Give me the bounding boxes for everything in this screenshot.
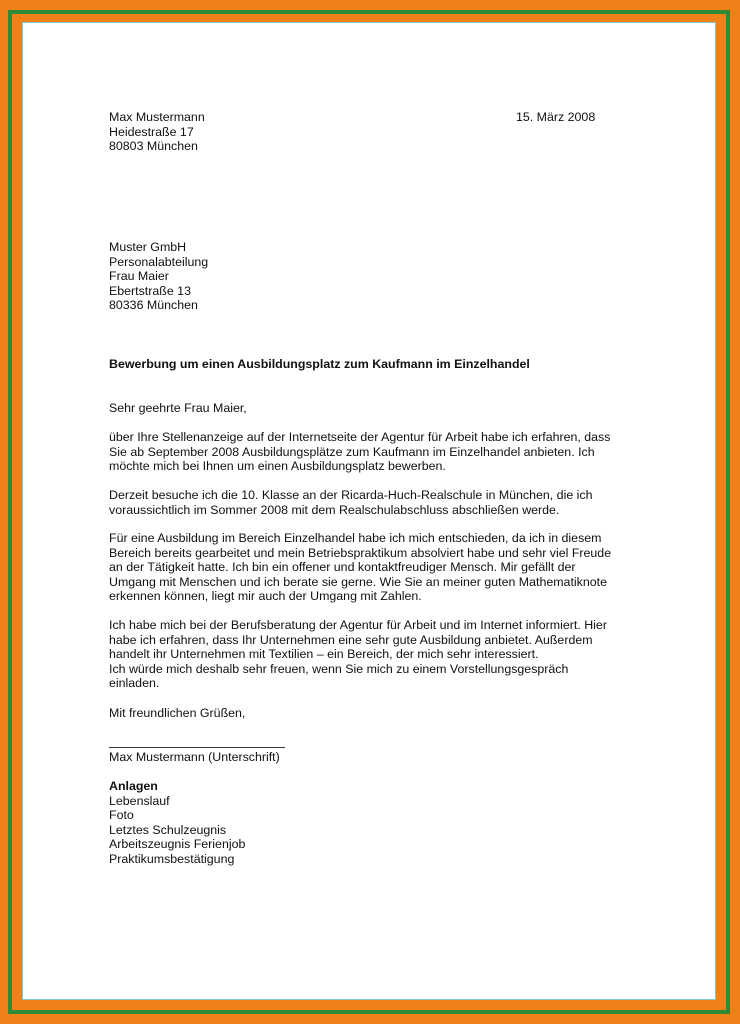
body-paragraph-2: Derzeit besuche ich die 10. Klasse an der Ricarda-Huch-Realschule in München, die ich voraussichtlich im Sommer 2008 mit dem Realschulabschluss abschließen werde. — [109, 488, 593, 517]
signature-name: Max Mustermann (Unterschrift) — [109, 750, 280, 764]
attachment-item: Arbeitszeugnis Ferienjob — [109, 837, 246, 852]
attachment-item: Lebenslauf — [109, 793, 170, 808]
recipient-street: Ebertstraße 13 — [109, 283, 191, 298]
letter-date: 15. März 2008 — [516, 110, 596, 124]
attachment-item: Foto — [109, 808, 134, 823]
body-paragraph-3: Für eine Ausbildung im Bereich Einzelhandel habe ich mich entschieden, da ich in diesem Bereich bereits gearbeitet und mein Betriebspraktikum absolviert habe und sehr viel Freude an der Tätigkeit hatte. Ich bin ein offener und kontaktfreudiger Mensch. Mir gefällt der Umgang mit Menschen und ich berate sie gerne. Wie Sie an meiner guten Mathematiknote erkennen können, liegt mir auch der Umgang mit Zahlen. — [109, 531, 612, 604]
recipient-city: 80336 München — [109, 298, 198, 313]
recipient-contact: Frau Maier — [109, 269, 169, 284]
signature-line — [109, 747, 285, 748]
letter-page — [22, 22, 716, 1000]
body-paragraph-1: über Ihre Stellenanzeige auf der Internetseite der Agentur für Arbeit habe ich erfahren, dass Sie ab September 2008 Ausbildungsplätze zum Kaufmann im Einzelhandel anbieten. Ich möchte mich bei Ihnen um einen Ausbildungsplatz bewerben. — [109, 430, 611, 474]
recipient-department: Personalabteilung — [109, 254, 209, 269]
letter-subject: Bewerbung um einen Ausbildungsplatz zum Kaufmann im Einzelhandel — [109, 357, 530, 371]
sender-city: 80803 München — [109, 139, 198, 154]
sender-name: Max Mustermann — [109, 110, 205, 124]
attachment-item: Letztes Schulzeugnis — [109, 822, 227, 837]
recipient-company: Muster GmbH — [109, 240, 187, 254]
attachments-heading: Anlagen — [109, 779, 158, 793]
body-paragraph-4: Ich habe mich bei der Berufsberatung der Agentur für Arbeit und im Internet informiert. Hier habe ich erfahren, dass Ihr Unternehmen eine sehr gute Ausbildung anbietet. Außerdem handelt ihr Unternehmen mit Textilien – ein Bereich, der mich sehr interessiert. Ich würde mich deshalb sehr freuen, wenn Sie mich zu einem Vorstellungsgespräch einladen. — [109, 618, 607, 691]
letter-closing: Mit freundlichen Grüßen, — [109, 706, 246, 720]
sender-street: Heidestraße 17 — [109, 124, 194, 139]
attachment-item: Praktikumsbestätigung — [109, 852, 235, 866]
letter-salutation: Sehr geehrte Frau Maier, — [109, 401, 247, 415]
